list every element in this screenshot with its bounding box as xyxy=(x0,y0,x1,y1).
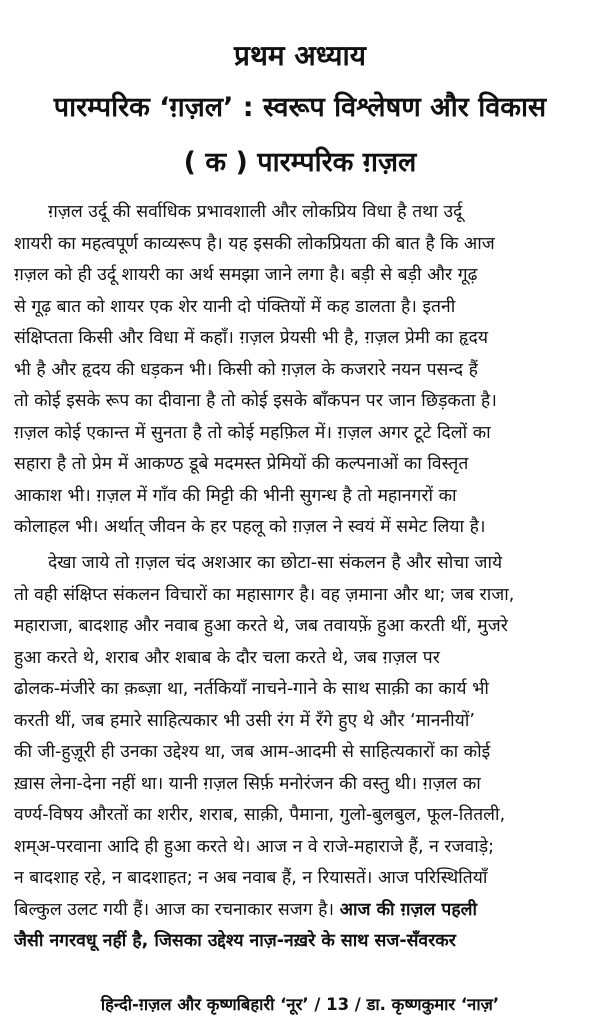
paragraph-line: से गूढ़ बात को शायर एक शेर यानी दो पंक्तियों में कह डालता है। इतनी xyxy=(14,296,456,317)
paragraph-line: महाराजा, बादशाह और नवाब हुआ करते थे, जब तवायफ़ें हुआ करती थीं, मुजरे xyxy=(14,616,508,636)
paragraph-line: ख़ास लेना-देना नहीं था। यानी ग़ज़ल सिर्फ़ मनोरंजन की वस्तु थी। ग़ज़ल का xyxy=(14,773,481,794)
paragraph-line: देखा जाये तो ग़ज़ल चंद अशआर का छोटा-सा संकलन है और सोचा जाये xyxy=(48,553,503,573)
paragraph-line: ग़ज़ल उर्दू की सर्वाधिक प्रभावशाली और लोकप्रिय विधा है तथा उर्दू xyxy=(48,202,463,222)
paragraph-line: कोलाहल भी। अर्थात् जीवन के हर पहलू को ग़ज़ल ने स्वयं में समेट लिया है। xyxy=(14,517,486,537)
paragraph-2 xyxy=(14,548,582,958)
paragraph-line: तो कोई इसके रूप का दीवाना है तो कोई इसके बाँकपन पर जान छिड़कता है। xyxy=(14,391,497,411)
paragraph-line: आकाश भी। ग़ज़ल में गाँव की मिट्टी की भीनी सुगन्ध है तो महानगरों का xyxy=(14,485,457,506)
paragraph-line: की जी-हुज़ूरी ही उनका उद्देश्य था, जब आम-आदमी से साहित्यकारों का कोई xyxy=(14,742,491,762)
paragraph-line: ग़ज़ल कोई एकान्त में सुनता है तो कोई महफ़िल में। ग़ज़ल अगर टूटे दिलों का xyxy=(14,422,491,443)
emphasized-line: जैसी नगरवधू नहीं है, जिसका उद्देश्य नाज़-नख़रे के साथ सज-सँवरकर xyxy=(14,931,456,951)
chapter-heading: प्रथम अध्याय xyxy=(234,39,366,72)
paragraph-line: भी है और हृदय की धड़कन भी। किसी को ग़ज़ल के कजरारे नयन पसन्द हैं xyxy=(14,359,478,380)
paragraph-line-text: बिल्कुल उलट गयी हैं। आज का रचनाकार सजग है। xyxy=(14,899,340,920)
paragraph-line: सहारा है तो प्रेम में आकण्ठ डूबे मदमस्त प्रेमियों की कल्पनाओं का विस्तृत xyxy=(14,454,469,474)
paragraph-line: शम्अ-परवाना आदि ही हुआ करते थे। आज न वे राजे-महाराजे हैं, न रजवाड़े; xyxy=(14,836,495,857)
paragraph-line: वर्ण्य-विषय औरतों का शरीर, शराब, साक़ी, पैमाना, गुलो-बुलबुल, फूल-तितली, xyxy=(14,805,506,825)
paragraph-line: करती थीं, जब हमारे साहित्यकार भी उसी रंग में रँगे हुए थे और ‘माननीयों’ xyxy=(14,710,475,731)
section-heading: ( क ) पारम्परिक ग़ज़ल xyxy=(183,147,417,178)
paragraph-line: न बादशाह रहे, न बादशाहत; न अब नवाब हैं, न रियासतें। आज परिस्थितियाँ xyxy=(14,868,488,888)
page-title: पारम्परिक ‘ग़ज़ल’ : स्वरूप विश्लेषण और विकास xyxy=(53,92,547,123)
paragraph-line: संक्षिप्तता किसी और विधा में कहाँ। ग़ज़ल प्रेयसी भी है, ग़ज़ल प्रेमी का हृदय xyxy=(14,328,488,348)
page-footer: हिन्दी-ग़ज़ल और कृष्णबिहारी ‘नूर’ / 13 / डा. कृष्णकुमार ‘नाज़’ xyxy=(100,995,500,1014)
paragraph-line: तो वही संक्षिप्त संकलन विचारों का महासागर है। वह ज़माना और था; जब राजा, xyxy=(14,584,515,605)
paragraph-line: ग़ज़ल को ही उर्दू शायरी का अर्थ समझा जाने लगा है। बड़ी से बड़ी और गूढ़ xyxy=(14,265,478,285)
paragraph-line: हुआ करते थे, शराब और शबाब के दौर चला करते थे, जब ग़ज़ल पर xyxy=(14,647,440,668)
paragraph-line xyxy=(14,895,582,927)
paragraph-line: ढोलक-मंजीरे का क़ब्ज़ा था, नर्तकियाँ नाचने-गाने के साथ साक़ी का कार्य भी xyxy=(14,679,489,699)
paragraph-line: शायरी का महत्वपूर्ण काव्यरूप है। यह इसकी लोकप्रियता की बात है कि आज xyxy=(14,233,495,254)
emphasized-text: आज की ग़ज़ल पहली xyxy=(339,899,478,920)
paragraph-1 xyxy=(14,197,582,544)
